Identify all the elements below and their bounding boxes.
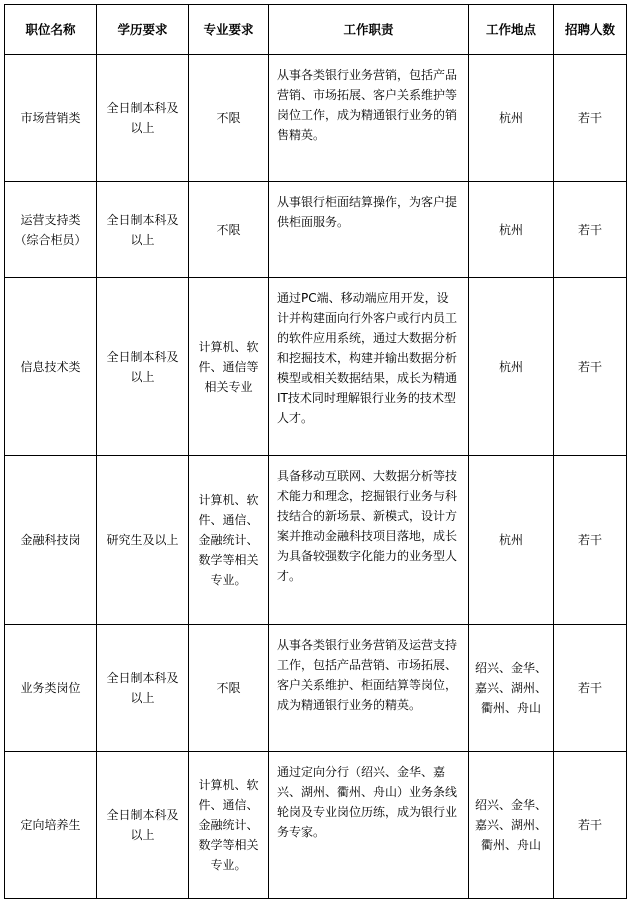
position-name: 业务类岗位 bbox=[20, 681, 81, 695]
header-count: 招聘人数 bbox=[554, 5, 627, 55]
location-value: 绍兴、金华、嘉兴、湖州、衢州、舟山 bbox=[474, 661, 547, 715]
table-row bbox=[5, 55, 627, 182]
count-value: 若干 bbox=[577, 359, 602, 374]
position-cell bbox=[5, 752, 97, 899]
major-value: 不限 bbox=[216, 222, 241, 237]
duty-text: 从事各类银行业务营销，包括产品营销、市场拓展、客户关系维护等岗位工作，成为精通银行业务的销售精英。 bbox=[277, 68, 458, 142]
major-cell bbox=[189, 182, 269, 278]
major-cell bbox=[189, 278, 269, 456]
education-value: 全日制本科及以上 bbox=[106, 101, 179, 135]
duty-text: 从事各类银行业务营销及运营支持工作，包括产品营销、市场拓展、客户关系维护、柜面结算等岗位，成为精通银行业务的精英。 bbox=[277, 638, 458, 712]
duty-text: 从事银行柜面结算操作，为客户提供柜面服务。 bbox=[277, 195, 458, 229]
major-value: 计算机、软件、通信、金融统计、数学等相关专业。 bbox=[198, 778, 259, 872]
duty-cell bbox=[269, 752, 469, 899]
location-cell bbox=[469, 182, 554, 278]
duty-text: 通过定向分行（绍兴、金华、嘉兴、湖州、衢州、舟山）业务条线轮岗及专业岗位历练，成为银行业务专家。 bbox=[277, 765, 458, 839]
position-cell bbox=[5, 55, 97, 182]
education-value: 全日制本科及以上 bbox=[106, 808, 179, 842]
position-name: 金融科技岗 bbox=[20, 533, 81, 547]
count-cell bbox=[554, 625, 627, 752]
education-cell bbox=[97, 752, 189, 899]
education-value: 全日制本科及以上 bbox=[106, 212, 179, 247]
count-cell bbox=[554, 752, 627, 899]
location-cell bbox=[469, 55, 554, 182]
count-cell bbox=[554, 182, 627, 278]
duty-text: 通过PC端、移动端应用开发，设计并构建面向行外客户或行内员工的软件应用系统，通过大数据分析和挖掘技术，构建并输出数据分析模型或相关数据结果，成长为精通IT技术同时理解银行业务的技术型人才。 bbox=[277, 291, 458, 425]
duty-cell bbox=[269, 625, 469, 752]
major-value: 计算机、软件、通信、金融统计、数学等相关专业。 bbox=[198, 493, 259, 587]
major-value: 计算机、软件、通信等相关专业 bbox=[198, 339, 259, 394]
position-cell bbox=[5, 278, 97, 456]
position-name: 信息技术类 bbox=[20, 359, 81, 374]
location-cell bbox=[469, 752, 554, 899]
education-value: 全日制本科及以上 bbox=[106, 671, 179, 705]
header-education: 学历要求 bbox=[97, 5, 189, 55]
recruitment-table bbox=[4, 4, 627, 899]
count-value: 若干 bbox=[577, 681, 602, 695]
table-row bbox=[5, 456, 627, 625]
header-major: 专业要求 bbox=[189, 5, 269, 55]
header-duty: 工作职责 bbox=[269, 5, 469, 55]
table-row bbox=[5, 752, 627, 899]
education-cell bbox=[97, 278, 189, 456]
location-value: 绍兴、金华、嘉兴、湖州、衢州、舟山 bbox=[474, 798, 547, 852]
location-cell bbox=[469, 278, 554, 456]
table-row bbox=[5, 625, 627, 752]
position-cell bbox=[5, 182, 97, 278]
education-cell bbox=[97, 625, 189, 752]
table-row bbox=[5, 182, 627, 278]
count-value: 若干 bbox=[577, 222, 602, 237]
duty-cell bbox=[269, 182, 469, 278]
major-value: 不限 bbox=[216, 111, 241, 125]
major-value: 不限 bbox=[216, 681, 241, 695]
count-cell bbox=[554, 456, 627, 625]
education-value: 全日制本科及以上 bbox=[106, 349, 179, 384]
position-name: 市场营销类 bbox=[20, 111, 81, 125]
header-location: 工作地点 bbox=[469, 5, 554, 55]
major-cell bbox=[189, 55, 269, 182]
position-cell bbox=[5, 625, 97, 752]
location-value: 杭州 bbox=[498, 533, 523, 547]
count-cell bbox=[554, 278, 627, 456]
count-value: 若干 bbox=[577, 533, 602, 547]
duty-cell bbox=[269, 278, 469, 456]
location-cell bbox=[469, 625, 554, 752]
duty-cell bbox=[269, 456, 469, 625]
position-cell bbox=[5, 456, 97, 625]
location-value: 杭州 bbox=[498, 222, 523, 237]
education-cell bbox=[97, 182, 189, 278]
position-name: 运营支持类（综合柜员） bbox=[14, 212, 87, 247]
location-value: 杭州 bbox=[498, 359, 523, 374]
education-cell bbox=[97, 55, 189, 182]
education-cell bbox=[97, 456, 189, 625]
major-cell bbox=[189, 625, 269, 752]
major-cell bbox=[189, 752, 269, 899]
major-cell bbox=[189, 456, 269, 625]
duty-cell bbox=[269, 55, 469, 182]
count-cell bbox=[554, 55, 627, 182]
location-value: 杭州 bbox=[498, 111, 523, 125]
education-value: 研究生及以上 bbox=[106, 533, 179, 547]
header-position: 职位名称 bbox=[5, 5, 97, 55]
duty-text: 具备移动互联网、大数据分析等技术能力和理念，挖掘银行业务与科技结合的新场景、新模式，设计方案并推动金融科技项目落地，成长为具备较强数字化能力的业务型人才。 bbox=[277, 469, 458, 583]
table-row bbox=[5, 278, 627, 456]
count-value: 若干 bbox=[577, 111, 602, 125]
location-cell bbox=[469, 456, 554, 625]
count-value: 若干 bbox=[577, 818, 602, 832]
header-row bbox=[5, 5, 627, 55]
position-name: 定向培养生 bbox=[20, 818, 81, 832]
